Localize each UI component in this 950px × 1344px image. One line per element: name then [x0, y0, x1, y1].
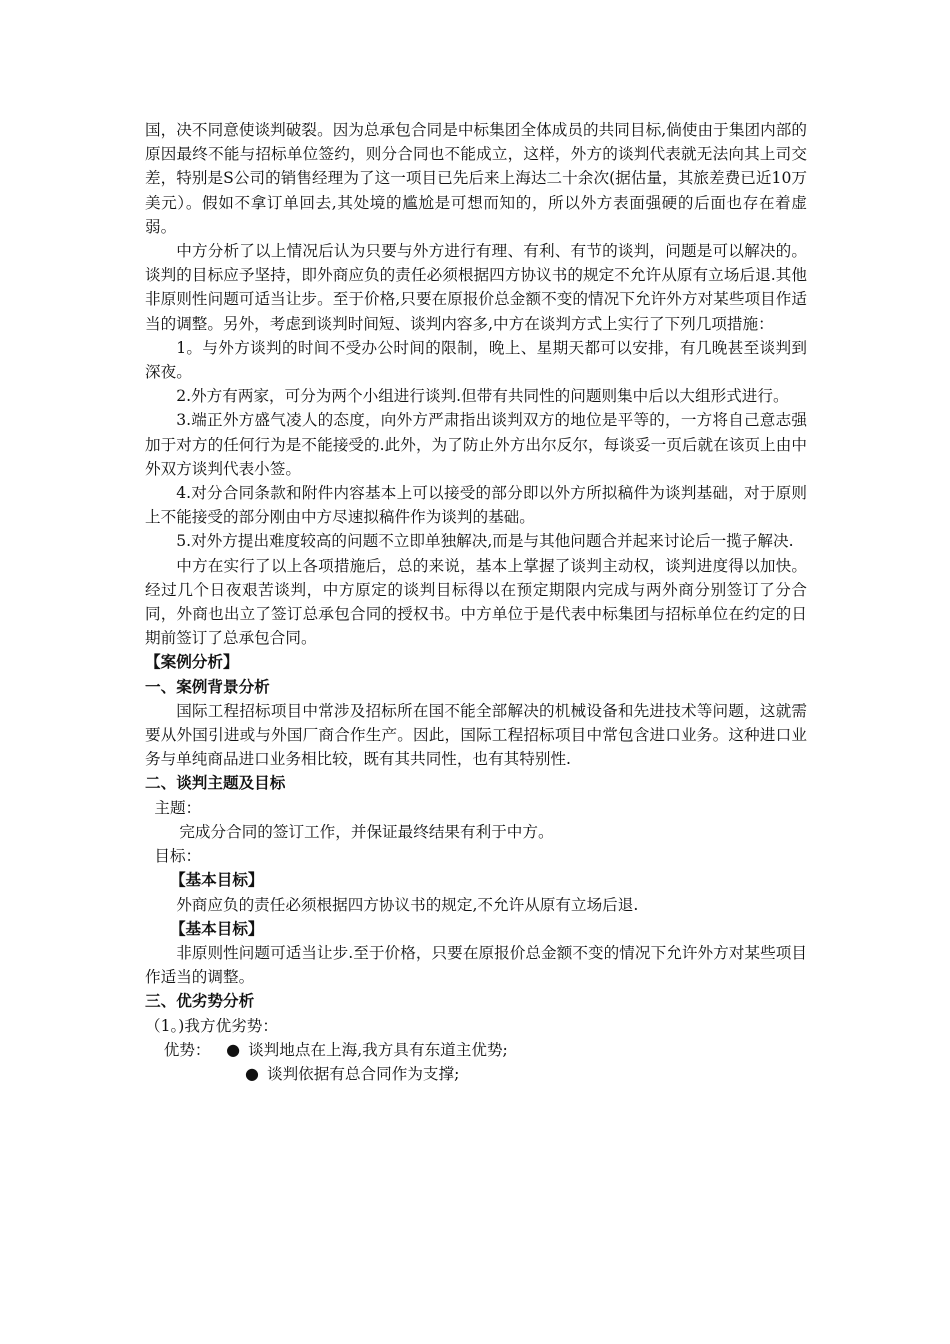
advantage-label: 优势： — [163, 1040, 211, 1059]
bullet-icon: ● — [245, 1063, 259, 1083]
document-page — [145, 118, 807, 1086]
bullet-icon: ● — [226, 1039, 241, 1059]
case-analysis-heading: 【案例分析】 — [145, 653, 239, 672]
advantage-item-2 — [145, 1062, 807, 1086]
section1-body: 国际工程招标项目中常涉及招标所在国不能全部解决的机械设备和先进技术等问题，这就需要从外国引进或与外国厂商合作生产。因此，国际工程招标项目中常包含进口业务。这种进口业务与单纯商品进口业务相比较，既有其共同性，也有其特别性. — [145, 701, 807, 769]
advantage-item-1 — [145, 1038, 807, 1062]
goal2-body: 非原则性问题可适当让步.至于价格，只要在原报价总金额不变的情况下允许外方对某些项目作适当的调整。 — [145, 943, 807, 987]
goal1-label: 【基本目标】 — [169, 871, 264, 890]
measure-4: 4.对分合同条款和附件内容基本上可以接受的部分即以外方所拟稿件为谈判基础，对于原则上不能接受的部分刚由中方尽速拟稿件作为谈判的基础。 — [145, 484, 807, 527]
goal-label: 目标： — [154, 847, 202, 866]
measure-1: 1。与外方谈判的时间不受办公时间的限制，晚上、星期天都可以安排，有几晚甚至谈判到深夜。 — [145, 338, 807, 382]
measure-2: 2.外方有两家，可分为两个小组进行谈判.但带有共同性的问题则集中后以大组形式进行。 — [176, 387, 789, 406]
our-side-label: （1。)我方优劣势： — [145, 1016, 278, 1035]
section1-heading: 一、案例背景分析 — [145, 677, 270, 696]
goal2-label: 【基本目标】 — [169, 919, 264, 938]
section2-heading: 二、谈判主题及目标 — [145, 774, 286, 793]
measure-3: 3.端正外方盛气凌人的态度，向外方严肃指出谈判双方的地位是平等的，一方将自己意志强加于对方的任何行为是不能接受的.此外，为了防止外方出尔反尔，每谈妥一页后就在该页上由中外双方谈判代表小签。 — [145, 411, 807, 478]
section3-heading: 三、优劣势分析 — [145, 992, 255, 1011]
paragraph-1: 国，决不同意使谈判破裂。因为总承包合同是中标集团全体成员的共同目标,倘使由于集团内部的原因最终不能与招标单位签约，则分合同也不能成立，这样，外方的谈判代表就无法向其上司交差，特别是S公司的销售经理为了这一项目已先后来上海达二十余次(据估量，其旅差费已近10万美元）。假如不拿订单回去,其处境的尴尬是可想而知的，所以外方表面强硬的后面也存在着虚弱。 — [145, 121, 807, 236]
advantage-text-2: 谈判依据有总合同作为支撑; — [266, 1064, 460, 1083]
goal1-body: 外商应负的责任必须根据四方协议书的规定,不允许从原有立场后退. — [176, 895, 639, 914]
theme-body: 完成分合同的签订工作，并保证最终结果有利于中方。 — [179, 822, 554, 841]
paragraph-2: 中方分析了以上情况后认为只要与外方进行有理、有利、有节的谈判，问题是可以解决的。谈判的目标应予坚持，即外商应负的责任必须根据四方协议书的规定不允许从原有立场后退.其他非原则性问题可适当让步。至于价格,只要在原报价总金额不变的情况下允许外方对某些项目作适当的调整。另外，考虑到谈判时间短、谈判内容多,中方在谈判方式上实行了下列几项措施： — [145, 242, 807, 333]
paragraph-conclusion: 中方在实行了以上各项措施后，总的来说，基本上掌握了谈判主动权，谈判进度得以加快。经过几个日夜艰苦谈判，中方原定的谈判目标得以在预定期限内完成与两外商分别签订了分合同，外商也出立了签订总承包合同的授权书。中方单位于是代表中标集团与招标单位在约定的日期前签订了总承包合同。 — [145, 556, 807, 648]
advantage-text-1: 谈判地点在上海,我方具有东道主优势; — [248, 1040, 508, 1059]
measure-5: 5.对外方提出难度较高的问题不立即单独解决,而是与其他问题合并起来讨论后一揽子解决. — [176, 532, 794, 551]
theme-label: 主题： — [154, 798, 202, 817]
